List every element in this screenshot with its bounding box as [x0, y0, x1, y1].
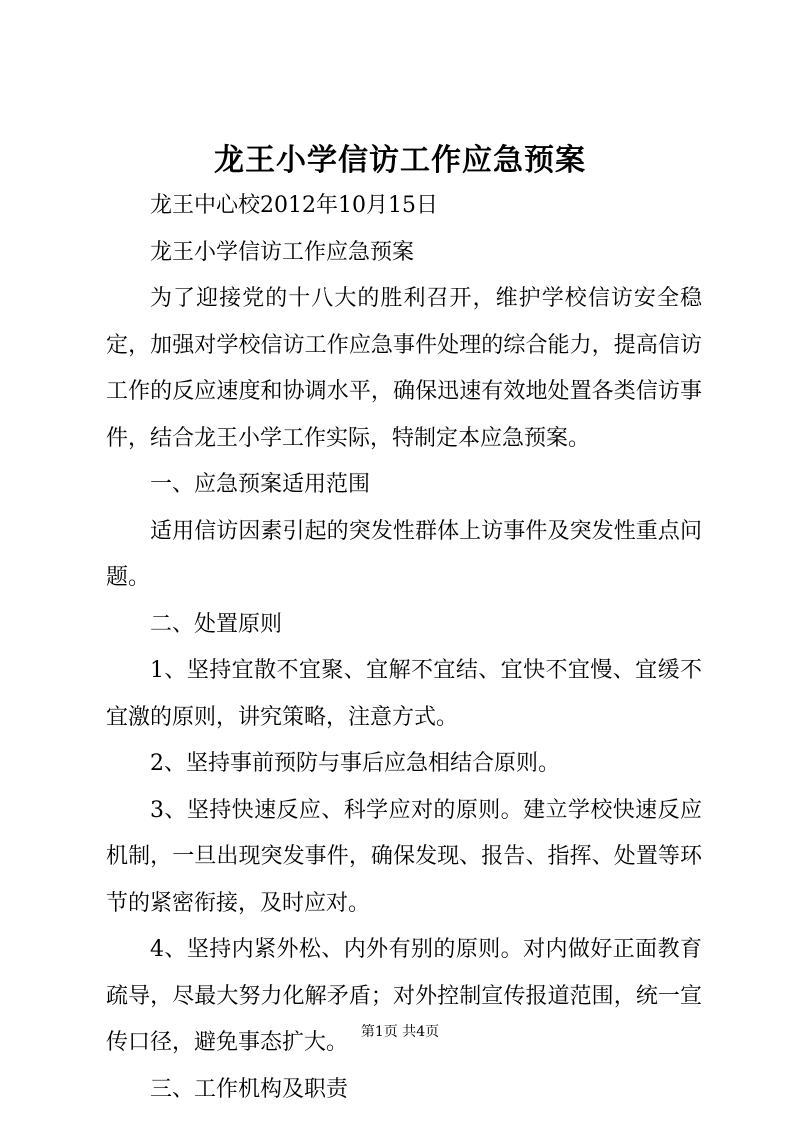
section-heading-organization: 三、工作机构及职责 [150, 1076, 349, 1102]
section-heading-principles: 二、处置原则 [150, 611, 283, 637]
principle-2: 2、坚持事前预防与事后应急相结合原则。 [150, 751, 560, 776]
scope-paragraph: 适用信访因素引起的突发性群体上访事件及突发性重点问题。 [106, 518, 702, 590]
principle-4: 4、坚持内紧外松、内外有别的原则。对内做好正面教育疏导，尽最大努力化解矛盾；对外控制宣传报道范围，统一宣传口径，避免事态扩大。 [106, 937, 702, 1055]
document-body [106, 183, 702, 1113]
document-title: 龙王小学信访工作应急预案 [214, 143, 586, 178]
date-line: 龙王中心校2012年10月15日 [150, 193, 438, 218]
principle-1: 1、坚持宜散不宜聚、宜解不宜结、宜快不宜慢、宜缓不宜激的原则，讲究策略，注意方式。 [106, 658, 702, 730]
section-heading-scope: 一、应急预案适用范围 [150, 472, 371, 497]
subtitle-line: 龙王小学信访工作应急预案 [150, 239, 415, 265]
page-number-footer: 第1页 共4页 [360, 1024, 440, 1040]
principle-3: 3、坚持快速反应、科学应对的原则。建立学校快速反应机制，一旦出现突发事件，确保发现、报告、指挥、处置等环节的紧密衔接，及时应对。 [106, 797, 702, 916]
intro-paragraph: 为了迎接党的十八大的胜利召开，维护学校信访安全稳定，加强对学校信访工作应急事件处理的综合能力，提高信访工作的反应速度和协调水平，确保迅速有效地处置各类信访事件，结合龙王小学工作实际，特制定本应急预案。 [106, 286, 702, 451]
